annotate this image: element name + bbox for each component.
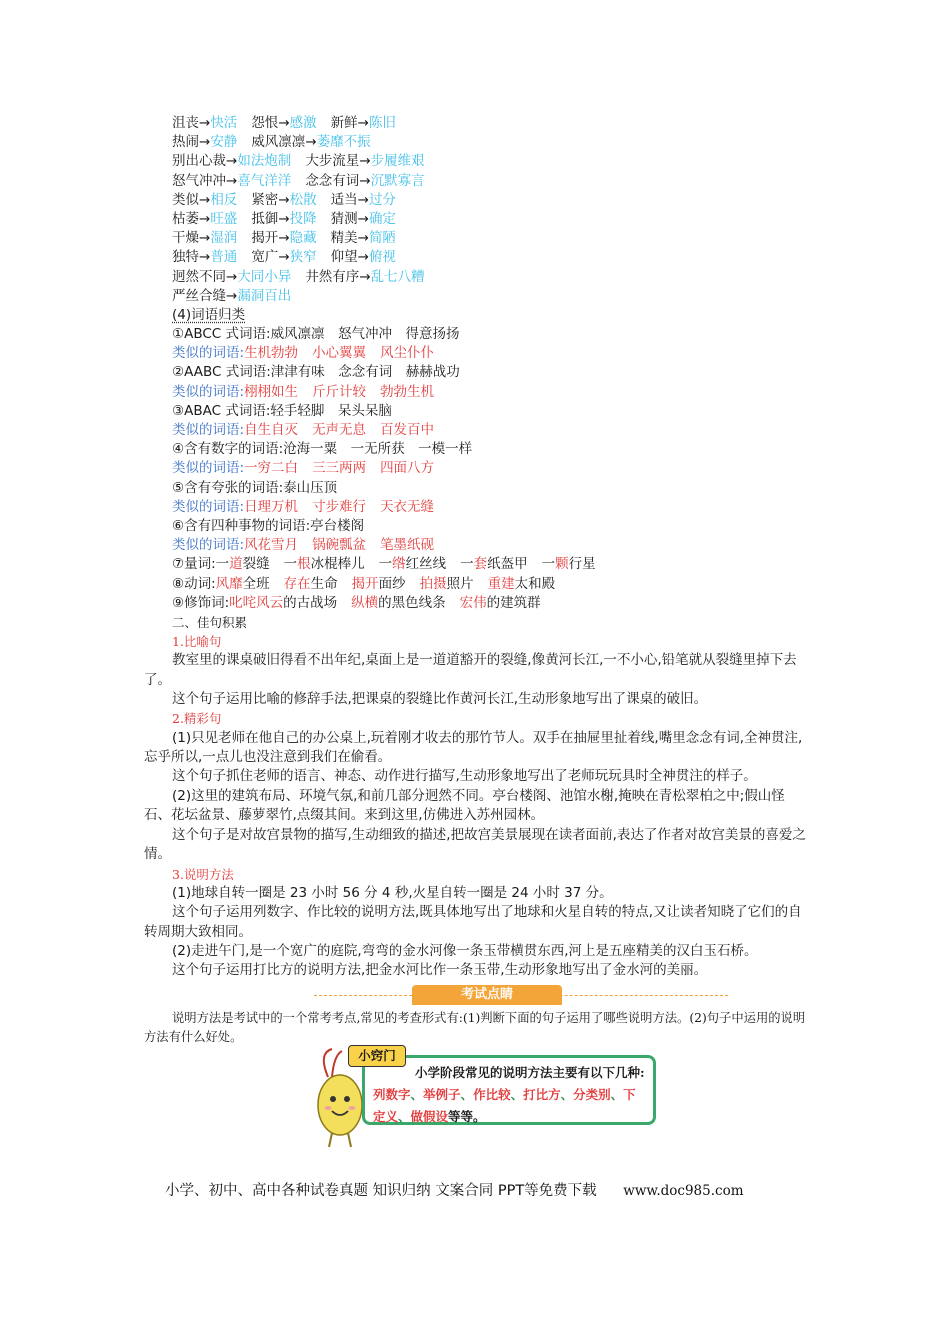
antonym-row: [144, 114, 806, 133]
antonym-answer: 湿润: [210, 230, 238, 247]
antonym-answer: 旺盛: [210, 210, 238, 227]
antonym-word: 沮丧: [172, 115, 199, 131]
tip-sep: 、: [398, 1109, 411, 1124]
group-label: ④含有数字的词语:: [172, 441, 284, 458]
antonym-word: 别出心裁: [172, 153, 226, 170]
antonym-word: 仰望: [330, 249, 358, 266]
similar-row: [144, 498, 806, 517]
group-words: 沧海一粟 一无所获 一模一样: [283, 441, 473, 458]
similar-row: [144, 383, 806, 402]
group-label: ②AABC 式词语:: [172, 364, 271, 381]
group-words: 泰山压顶: [283, 479, 338, 496]
arrow-icon: →: [359, 153, 371, 170]
verb-object: 太和殿: [514, 575, 556, 592]
antonym-answer: 感激: [289, 115, 317, 131]
paragraph: 这个句子运用比喻的修辞手法,把课桌的裂缝比作黄河长江,生动形象地写出了课桌的破旧。: [172, 691, 708, 708]
paragraph: (2)走进午门,是一个宽广的庭院,弯弯的金水河像一条玉带横贯东西,河上是五座精美的汉白玉石桥。: [172, 942, 758, 959]
antonym-row: [144, 248, 806, 267]
antonym-answer: 漏洞百出: [237, 287, 292, 304]
exam-banner: [144, 985, 806, 1005]
antonym-word: 怨恨: [251, 115, 279, 131]
antonym-word: 精美: [330, 230, 358, 247]
arrow-icon: →: [359, 172, 371, 189]
verb-object: 生命: [310, 575, 338, 592]
antonym-word: 严丝合缝: [172, 287, 226, 304]
similar-word: 风花雪月: [244, 537, 299, 554]
group-row: [144, 325, 806, 344]
subheading-explain: 3.说明方法: [172, 866, 234, 882]
antonym-row: [144, 133, 806, 152]
antonym-answer: 投降: [289, 210, 317, 227]
similar-word: 日理万机: [244, 498, 299, 515]
antonym-word: 怒气冲冲: [172, 172, 226, 189]
antonym-answer: 快活: [210, 115, 238, 131]
arrow-icon: →: [305, 134, 317, 151]
section-title: 二、佳句积累: [172, 614, 248, 630]
tip-sep: 、: [610, 1087, 624, 1102]
antonym-answer: 萎靡不振: [316, 134, 371, 151]
tip-intro: 小学阶段常见的说明方法主要有以下几种:: [415, 1065, 645, 1080]
similar-word: 无声无息: [312, 422, 367, 438]
antonym-row: [144, 152, 806, 171]
measure-noun: 行星: [568, 556, 596, 573]
antonym-answer: 安静: [210, 134, 238, 151]
arrow-icon: →: [199, 230, 211, 247]
group-row: [144, 440, 806, 459]
arrow-icon: →: [199, 210, 211, 227]
antonym-word: 念念有词: [305, 172, 360, 189]
tip-sep: 、: [560, 1087, 574, 1102]
verb-object: 全班: [242, 575, 270, 592]
arrow-icon: →: [226, 172, 238, 189]
similar-row: [144, 421, 806, 440]
antonym-answer: 松散: [289, 191, 317, 208]
verb-label: ⑧动词:: [172, 575, 216, 592]
antonym-word: 适当: [330, 191, 358, 208]
antonym-answer: 喜气洋洋: [237, 172, 292, 189]
arrow-icon: →: [199, 249, 211, 266]
subheading-excellent: 2.精彩句: [172, 711, 222, 727]
similar-word: 勃勃生机: [380, 383, 435, 400]
measure-noun: 裂缝: [242, 556, 270, 573]
measure-word: 套: [473, 556, 488, 573]
antonym-word: 热闹: [172, 134, 199, 151]
arrow-icon: →: [199, 134, 211, 151]
antonym-word: 宽广: [251, 249, 279, 266]
verb-word: 重建: [487, 575, 515, 592]
tip-label: 小窍门: [348, 1045, 406, 1067]
tip-item: 做假设: [410, 1109, 449, 1124]
modifier-label: ⑨修饰词:: [172, 594, 230, 611]
group-row: [144, 363, 806, 382]
modifier-word: 宏伟: [459, 594, 487, 611]
verb-object: 面纱: [378, 575, 406, 592]
antonym-word: 揭开: [251, 230, 279, 247]
tip-end: 等等。: [448, 1109, 486, 1124]
antonym-answer: 沉默寡言: [370, 172, 425, 189]
arrow-icon: →: [226, 287, 238, 304]
antonym-word: 干燥: [172, 230, 199, 247]
arrow-icon: →: [278, 115, 290, 131]
modifier-word: 叱咤风云: [229, 594, 284, 611]
similar-word: 四面八方: [380, 460, 435, 477]
arrow-icon: →: [278, 249, 290, 266]
group-words: 亭台楼阁: [310, 517, 365, 534]
measure-noun: 红丝线: [405, 556, 447, 573]
arrow-icon: →: [226, 268, 238, 285]
arrow-icon: →: [199, 191, 211, 208]
arrow-icon: →: [226, 153, 238, 170]
footer: [165, 1179, 744, 1200]
tip-sep: 、: [510, 1087, 524, 1102]
similar-row: [144, 459, 806, 478]
similar-word: 小心翼翼: [312, 345, 367, 362]
paragraph: (2)这里的建筑布局、环境气氛,和前几部分迥然不同。亭台楼阁、池馆水榭,掩映在青松翠柏之中;假山怪石、花坛盆景、藤萝翠竹,点缀其间。来到这里,仿佛进入苏州园林。: [144, 787, 785, 824]
arrow-icon: →: [357, 115, 369, 131]
similar-word: 三三两两: [312, 460, 367, 477]
group-row: [144, 517, 806, 536]
similar-label: 类似的词语:: [172, 345, 245, 362]
arrow-icon: →: [199, 115, 211, 131]
group-words: 轻手轻脚 呆头呆脑: [270, 402, 392, 419]
group-label: ①ABCC 式词语:: [172, 326, 271, 343]
similar-word: 笔墨纸砚: [380, 537, 435, 554]
antonym-word: 枯萎: [172, 210, 199, 227]
antonym-answer: 过分: [368, 191, 396, 208]
group-words: 威风凛凛 怒气冲冲 得意扬扬: [270, 326, 460, 343]
similar-label: 类似的词语:: [172, 422, 245, 438]
similar-word: 天衣无缝: [380, 498, 435, 515]
antonym-row: [144, 287, 806, 306]
antonym-word: 大步流星: [305, 153, 360, 170]
arrow-icon: →: [278, 230, 290, 247]
group-label: ⑤含有夸张的词语:: [172, 479, 284, 496]
similar-word: 锅碗瓢盆: [312, 537, 367, 554]
antonym-answer: 大同小异: [237, 268, 292, 285]
modifier-noun: 的黑色线条: [378, 594, 446, 611]
arrow-icon: →: [357, 249, 369, 266]
verb-word: 风靡: [215, 575, 243, 592]
tip-item: 打比方: [523, 1087, 561, 1102]
footer-url: www.doc985.com: [623, 1183, 744, 1199]
tip-sep: 、: [460, 1087, 474, 1102]
tip-box: [362, 1055, 656, 1125]
similar-word: 百发百中: [380, 422, 435, 438]
similar-row: [144, 536, 806, 555]
measure-words: [144, 555, 806, 574]
arrow-icon: →: [357, 210, 369, 227]
paragraph: 这个句子运用打比方的说明方法,把金水河比作一条玉带,生动形象地写出了金水河的美丽。: [172, 962, 708, 979]
modifier-word: 纵横: [351, 594, 379, 611]
antonym-answer: 乱七八糟: [370, 268, 425, 285]
exam-text: 说明方法是考试中的一个常考考点,常见的考查形式有:(1)判断下面的句子运用了哪些说明方法。(2)句子中运用的说明方法有什么好处。: [144, 1010, 806, 1045]
measure-noun: 冰棍棒儿: [310, 556, 365, 573]
group-label: ⑥含有四种事物的词语:: [172, 517, 311, 534]
similar-label: 类似的词语:: [172, 383, 245, 400]
measure-word: 颗: [555, 556, 569, 573]
antonym-word: 迥然不同: [172, 268, 226, 285]
tip-item: 分类别: [573, 1087, 611, 1102]
antonym-row: [144, 210, 806, 229]
similar-label: 类似的词语:: [172, 498, 245, 515]
verb-word: 存在: [283, 575, 311, 592]
word-groups: [144, 325, 806, 555]
antonym-row: [144, 172, 806, 191]
tip-item: 下定义: [373, 1087, 636, 1124]
tip-item: 举例子: [423, 1087, 461, 1102]
similar-row: [144, 344, 806, 363]
antonym-answer: 相反: [210, 191, 238, 208]
modifier-words: [144, 594, 806, 613]
paragraph: (1)只见老师在他自己的办公桌上,玩着刚才收去的那竹节人。双手在抽屉里扯着线,嘴里念念有词,全神贯注,忘乎所以,一点儿也没注意到我们在偷看。: [144, 729, 803, 766]
paragraph: 这个句子是对故宫景物的描写,生动细致的描述,把故宫美景展现在读者面前,表达了作者对故宫美景的喜爱之情。: [144, 826, 806, 863]
paragraph: 教室里的课桌破旧得看不出年纪,桌面上是一道道豁开的裂缝,像黄河长江,一不小心,铅笔就从裂缝里掉下去了。: [144, 652, 797, 688]
similar-word: 自生自灭: [244, 422, 299, 438]
similar-word: 栩栩如生: [244, 383, 299, 400]
measure-label: ⑦量词:: [172, 556, 216, 573]
antonym-row: [144, 191, 806, 210]
arrow-icon: →: [359, 268, 371, 285]
antonym-word: 独特: [172, 249, 199, 266]
similar-label: 类似的词语:: [172, 460, 245, 477]
tip-item: 作比较: [473, 1087, 511, 1102]
similar-word: 生机勃勃: [244, 345, 299, 362]
antonym-word: 类似: [172, 191, 199, 208]
arrow-icon: →: [278, 191, 290, 208]
antonym-word: 井然有序: [305, 268, 360, 285]
verb-words: [144, 575, 806, 594]
antonym-word: 抵御: [251, 210, 279, 227]
antonym-answer: 如法炮制: [237, 153, 292, 170]
tip-sep: 、: [410, 1087, 424, 1102]
arrow-icon: →: [357, 191, 369, 208]
antonym-row: [144, 229, 806, 248]
antonym-answer: 隐藏: [289, 230, 317, 247]
tip-panel: [310, 1045, 670, 1150]
tip-item: 列数字: [373, 1087, 411, 1102]
antonym-answer: 步履维艰: [370, 153, 425, 170]
verb-word: 拍摄: [419, 575, 447, 592]
measure-word: 道: [229, 556, 243, 573]
antonym-answer: 简陋: [368, 230, 396, 247]
group-row: [144, 479, 806, 498]
antonym-list: [144, 114, 806, 306]
antonym-word: 新鲜: [330, 115, 358, 131]
measure-num: 一: [378, 556, 393, 573]
subheading-metaphor: 1.比喻句: [172, 634, 222, 650]
antonym-answer: 陈旧: [368, 115, 396, 131]
classify-title: (4)词语归类: [172, 306, 246, 323]
measure-num: 一: [541, 556, 556, 573]
exam-tab: 考试点睛: [412, 985, 562, 1005]
measure-noun: 纸盔甲: [487, 556, 528, 573]
arrow-icon: →: [278, 210, 290, 227]
measure-word: 根: [297, 556, 311, 573]
similar-word: 斤斤计较: [312, 383, 367, 400]
group-words: 津津有味 念念有词 赫赫战功: [270, 364, 460, 381]
group-row: [144, 402, 806, 421]
modifier-noun: 的古战场: [283, 594, 338, 611]
similar-word: 寸步难行: [312, 498, 367, 515]
antonym-answer: 俯视: [368, 249, 396, 266]
group-label: ③ABAC 式词语:: [172, 402, 271, 419]
measure-num: 一: [460, 556, 474, 573]
antonym-answer: 普通: [210, 249, 238, 266]
measure-word: 绺: [392, 556, 406, 573]
antonym-answer: 狭窄: [289, 249, 317, 266]
similar-word: 风尘仆仆: [380, 345, 435, 362]
similar-word: 一穷二白: [244, 460, 299, 477]
similar-label: 类似的词语:: [172, 537, 245, 554]
antonym-row: [144, 268, 806, 287]
antonym-word: 威风凛凛: [251, 134, 306, 151]
antonym-word: 紧密: [251, 191, 279, 208]
measure-num: 一: [215, 556, 230, 573]
verb-object: 照片: [446, 575, 474, 592]
page-content: [144, 114, 806, 1048]
measure-num: 一: [283, 556, 298, 573]
paragraph: 这个句子运用列数字、作比较的说明方法,既具体地写出了地球和火星自转的特点,又让读者知晓了它们的自转周期大致相同。: [144, 904, 802, 940]
paragraph: (1)地球自转一圈是 23 小时 56 分 4 秒,火星自转一圈是 24 小时 37 分。: [172, 884, 613, 901]
antonym-answer: 确定: [368, 210, 396, 227]
antonym-word: 猜测: [330, 210, 358, 227]
footer-text: 小学、初中、高中各种试卷真题 知识归纳 文案合同 PPT等免费下载: [165, 1183, 597, 1199]
paragraph: 这个句子抓住老师的语言、神态、动作进行描写,生动形象地写出了老师玩玩具时全神贯注的样子。: [172, 768, 757, 785]
verb-word: 揭开: [351, 575, 379, 592]
modifier-noun: 的建筑群: [486, 594, 541, 611]
arrow-icon: →: [357, 230, 369, 247]
